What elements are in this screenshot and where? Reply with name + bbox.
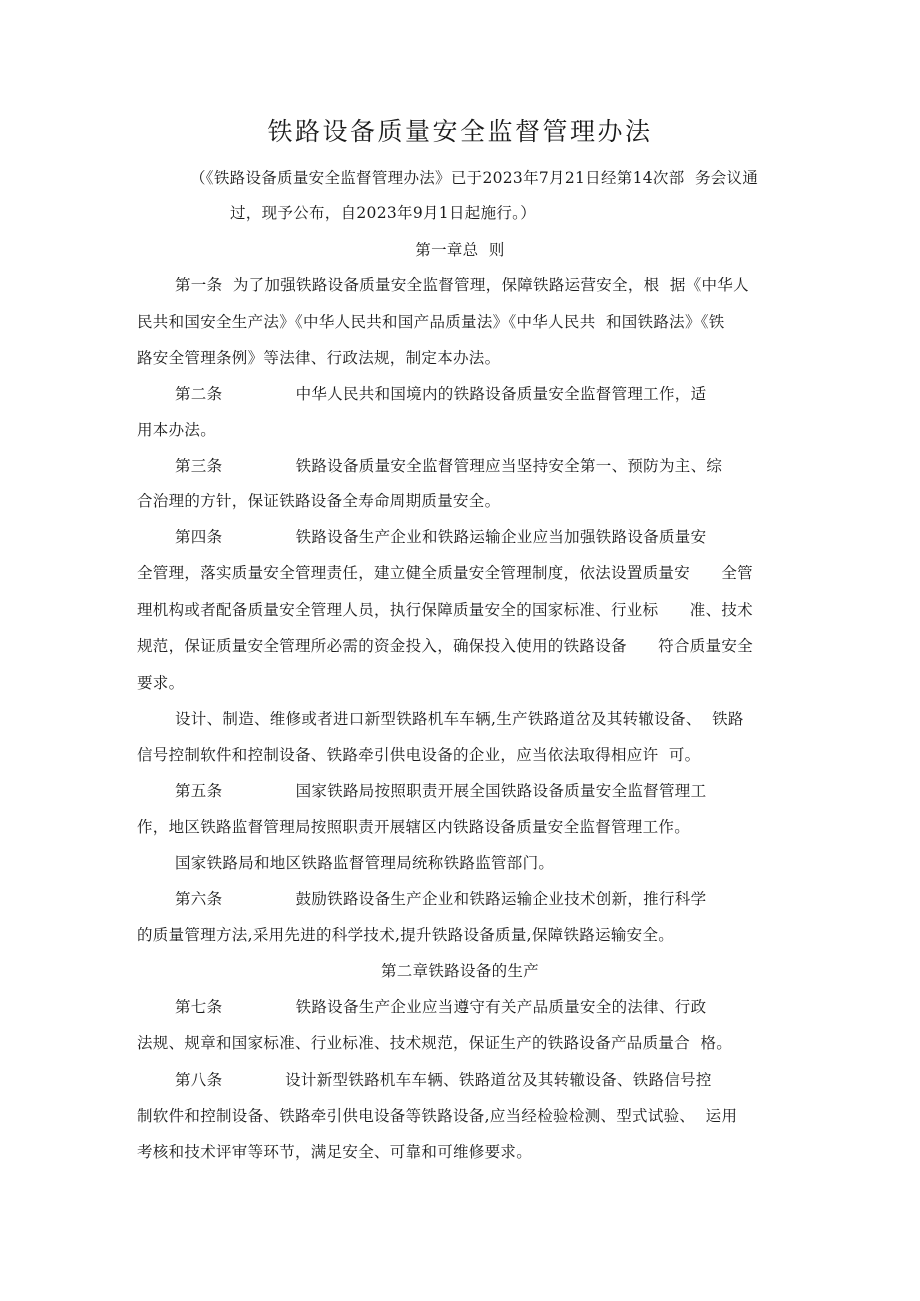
article-8-line-3: 考核和技术评审等环节，满足安全、可靠和可维修要求。 bbox=[137, 1143, 533, 1161]
article-4-line-4: 规范，保证质量安全管理所必需的资金投入，确保投入使用的铁路设备 符合质量安全 bbox=[137, 637, 753, 655]
article-1-line-1: 第一条 为了加强铁路设备质量安全监督管理，保障铁路运营安全，根 据《中华人 bbox=[175, 276, 749, 294]
article-7-line-2: 法规、规章和国家标准、行业标准、技术规范，保证生产的铁路设备产品质量合 格。 bbox=[137, 1034, 733, 1052]
chapter-1-heading: 第一章总 则 bbox=[415, 241, 505, 259]
article-7-line-1: 第七条 铁路设备生产企业应当遵守有关产品质量安全的法律、行政 bbox=[175, 998, 707, 1016]
article-4b-line-1: 设计、制造、维修或者进口新型铁路机车车辆,生产铁路道岔及其转辙设备、 铁路 bbox=[175, 710, 744, 728]
article-5b: 国家铁路局和地区铁路监督管理局统称铁路监管部门。 bbox=[175, 854, 555, 872]
article-2-line-1: 第二条 中华人民共和国境内的铁路设备质量安全监督管理工作，适 bbox=[175, 385, 707, 403]
article-8-line-2: 制软件和控制设备、铁路牵引供电设备等铁路设备,应当经检验检测、型式试验、 运用 bbox=[137, 1107, 738, 1125]
chapter-2-heading: 第二章铁路设备的生产 bbox=[380, 962, 539, 980]
article-4b-line-2: 信号控制软件和控制设备、铁路牵引供电设备的企业，应当依法取得相应许 可。 bbox=[137, 746, 701, 764]
article-4-line-2: 全管理，落实质量安全管理责任，建立健全质量安全管理制度，依法设置质量安 全管 bbox=[137, 564, 753, 582]
article-6-line-1: 第六条 鼓励铁路设备生产企业和铁路运输企业技术创新，推行科学 bbox=[175, 890, 707, 908]
document-title: 铁路设备质量安全监督管理办法 bbox=[267, 117, 653, 146]
article-5-line-1: 第五条 国家铁路局按照职责开展全国铁路设备质量安全监督管理工 bbox=[175, 782, 707, 800]
article-1-line-2: 民共和国安全生产法》《中华人民共和国产品质量法》《中华人民共 和国铁路法》《铁 bbox=[137, 313, 725, 331]
article-8-line-1: 第八条 设计新型铁路机车车辆、铁路道岔及其转辙设备、铁路信号控 bbox=[175, 1071, 712, 1089]
article-6-line-2: 的质量管理方法,采用先进的科学技术,提升铁路设备质量,保障铁路运输安全。 bbox=[137, 926, 675, 944]
article-3-line-2: 合治理的方针，保证铁路设备全寿命周期质量安全。 bbox=[137, 492, 501, 510]
article-2-line-2: 用本办法。 bbox=[137, 421, 217, 439]
preface-line-1: （《铁路设备质量安全监督管理办法》已于2023年7月21日经第14次部 务会议通 bbox=[190, 169, 759, 187]
article-4-line-1: 第四条 铁路设备生产企业和铁路运输企业应当加强铁路设备质量安 bbox=[175, 528, 707, 546]
article-1-line-3: 路安全管理条例》等法律、行政法规，制定本办法。 bbox=[137, 349, 501, 367]
article-5-line-2: 作，地区铁路监督管理局按照职责开展辖区内铁路设备质量安全监督管理工作。 bbox=[137, 818, 691, 836]
article-4-line-5: 要求。 bbox=[137, 674, 185, 692]
article-4-line-3: 理机构或者配备质量安全管理人员，执行保障质量安全的国家标准、行业标 准、技术 bbox=[137, 601, 753, 619]
article-3-line-1: 第三条 铁路设备质量安全监督管理应当坚持安全第一、预防为主、综 bbox=[175, 457, 723, 475]
preface-line-2: 过，现予公布，自2023年9月1日起施行。） bbox=[230, 204, 537, 222]
